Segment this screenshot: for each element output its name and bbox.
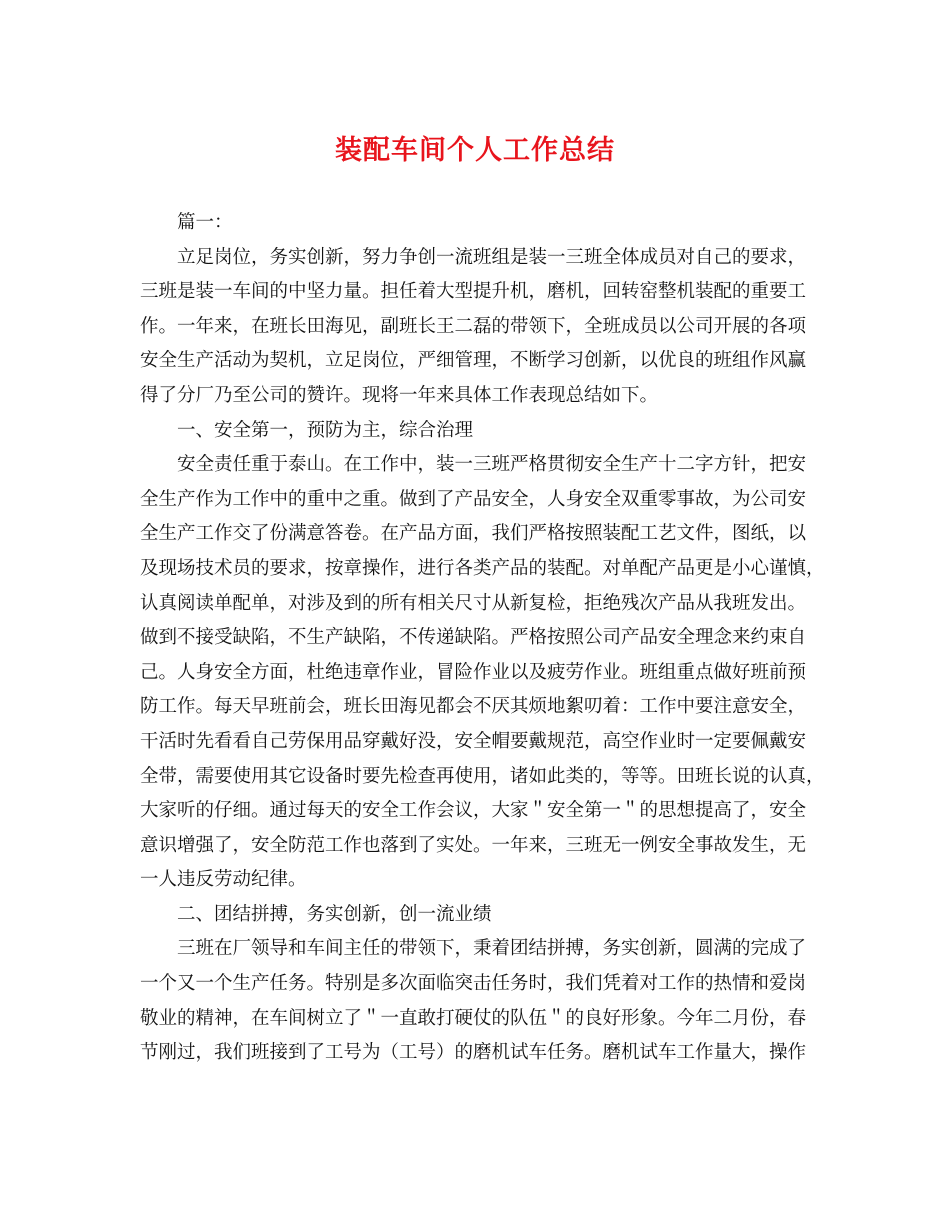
text-line: 一人违反劳动纪律。 <box>140 869 307 891</box>
text-line: 大家听的仔细。通过每天的安全工作会议，大家＂安全第一＂的思想提高了，安全 <box>140 800 807 822</box>
text-line: 篇一： <box>177 212 233 233</box>
text-line: 安全生产活动为契机，立足岗位，严细管理，不断学习创新，以优良的班组作风赢 <box>140 350 807 372</box>
text-line: 二、团结拼搏，务实创新，创一流业绩 <box>177 903 492 925</box>
text-line: 全生产作为工作中的重中之重。做到了产品安全，人身安全双重零事故，为公司安 <box>140 488 807 510</box>
text-line: 三班在厂领导和车间主任的带领下，秉着团结拼搏，务实创新，圆满的完成了 <box>177 938 807 960</box>
text-line: 意识增强了，安全防范工作也落到了实处。一年来，三班无一例安全事故发生，无 <box>140 834 807 856</box>
text-line: 及现场技术员的要求，按章操作，进行各类产品的装配。对单配产品更是小心谨慎， <box>140 557 825 579</box>
text-line: 敬业的精神，在车间树立了＂一直敢打硬仗的队伍＂的良好形象。今年二月份，春 <box>140 1007 807 1029</box>
text-line: 己。人身安全方面，杜绝违章作业，冒险作业以及疲劳作业。班组重点做好班前预 <box>140 661 807 683</box>
text-line: 三班是装一车间的中坚力量。担任着大型提升机，磨机，回转窑整机装配的重要工 <box>140 281 807 303</box>
document-body <box>140 206 825 1071</box>
text-line: 防工作。每天早班前会，班长田海见都会不厌其烦地絮叨着：工作中要注意安全， <box>140 696 807 718</box>
text-line: 安全责任重于泰山。在工作中，装一三班严格贯彻安全生产十二字方针，把安 <box>177 454 807 476</box>
text-line: 认真阅读单配单，对涉及到的所有相关尺寸从新复检，拒绝残次产品从我班发出。 <box>140 592 807 614</box>
text-line: 全带，需要使用其它设备时要先检查再使用，诸如此类的，等等。田班长说的认真， <box>140 765 825 787</box>
text-line: 做到不接受缺陷，不生产缺陷，不传递缺陷。严格按照公司产品安全理念来约束自 <box>140 627 807 649</box>
text-line: 立足岗位，务实创新，努力争创一流班组是装一三班全体成员对自己的要求， <box>177 246 807 268</box>
text-line: 全生产工作交了份满意答卷。在产品方面，我们严格按照装配工艺文件，图纸，以 <box>140 523 807 545</box>
text-line: 一、安全第一，预防为主，综合治理 <box>177 419 474 441</box>
text-line: 得了分厂乃至公司的赞许。现将一年来具体工作表现总结如下。 <box>140 384 659 406</box>
text-line: 一个又一个生产任务。特别是多次面临突击任务时，我们凭着对工作的热情和爱岗 <box>140 973 807 995</box>
document-title: 装配车间个人工作总结 <box>335 135 615 166</box>
text-line: 干活时先看看自己劳保用品穿戴好没，安全帽要戴规范，高空作业时一定要佩戴安 <box>140 730 807 752</box>
text-line: 作。一年来，在班长田海见，副班长王二磊的带领下，全班成员以公司开展的各项 <box>140 315 807 337</box>
text-line: 节刚过，我们班接到了工号为（工号）的磨机试车任务。磨机试车工作量大，操作 <box>140 1042 807 1064</box>
